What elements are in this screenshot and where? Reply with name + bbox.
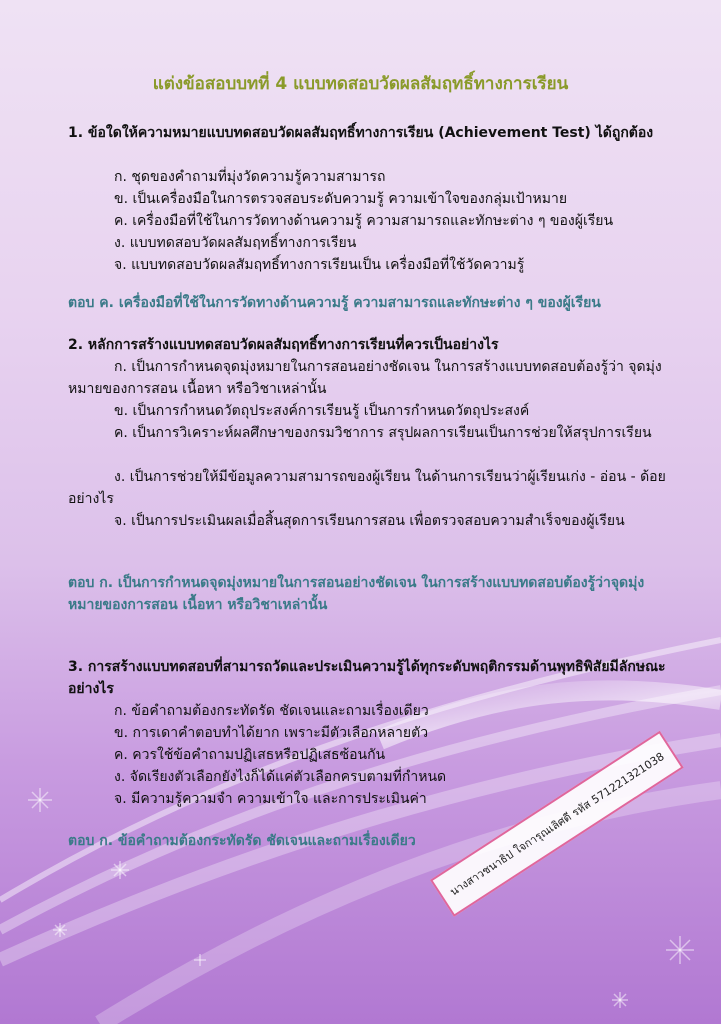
question-2-option-c: ค. เป็นการวิเคราะห์ผลศึกษาของกรมวิชาการ สรุปผลการเรียนเป็นการช่วยให้สรุปการเรียน [114, 425, 652, 441]
page-title: แต่งข้อสอบบทที่ 4 แบบทดสอบวัดผลสัมฤทธิ์ทางการเรียน [152, 74, 569, 94]
question-3-answer: ตอบ ก. ข้อคำถามต้องกระทัดรัด ชัดเจนและถามเรื่องเดียว [68, 833, 416, 849]
question-2-option-d: ง. เป็นการช่วยให้มีข้อมูลความสามารถของผู้เรียน ในด้านการเรียนว่าผู้เรียนเก่ง - อ่อน - ด้อย อย่างไร [68, 469, 666, 507]
question-2-option-e: จ. เป็นการประเมินผลเมื่อสิ้นสุดการเรียนการสอน เพื่อตรวจสอบความสำเร็จของผู้เรียน [114, 513, 625, 529]
question-1-answer: ตอบ ค. เครื่องมือที่ใช้ในการวัดทางด้านความรู้ ความสามารถและทักษะต่าง ๆ ของผู้เรียน [68, 295, 601, 311]
question-1-option-e: จ. แบบทดสอบวัดผลสัมฤทธิ์ทางการเรียนเป็น เครื่องมือที่ใช้วัดความรู้ [114, 257, 525, 273]
question-2-answer: ตอบ ก. เป็นการกำหนดจุดมุ่งหมายในการสอนอย่างชัดเจน ในการสร้างแบบทดสอบต้องรู้ว่าจุดมุ่งหมายของการสอน เนื้อหา หรือวิชาเหล่านั้น [68, 575, 645, 613]
question-1-option-b: ข. เป็นเครื่องมือในการตรวจสอบระดับความรู้ ความเข้าใจของกลุ่มเป้าหมาย [114, 191, 568, 207]
question-3-option-c: ค. ควรใช้ข้อคำถามปฏิเสธหรือปฏิเสธซ้อนกัน [114, 747, 386, 763]
question-1-option-c: ค. เครื่องมือที่ใช้ในการวัดทางด้านความรู้ ความสามารถและทักษะต่าง ๆ ของผู้เรียน [114, 213, 614, 229]
question-3: 3. การสร้างแบบทดสอบที่สามารถวัดและประเมินความรู้ได้ทุกระดับพฤติกรรมด้านพุทธิพิสัยมีลักษณะอย่างไร [68, 659, 666, 697]
question-3-option-a: ก. ข้อคำถามต้องกระทัดรัด ชัดเจนและถามเรื่องเดียว [114, 703, 429, 719]
question-1-option-d: ง. แบบทดสอบวัดผลสัมฤทธิ์ทางการเรียน [114, 235, 357, 251]
question-2-option-b: ข. เป็นการกำหนดวัตถุประสงค์การเรียนรู้ เป็นการกำหนดวัตถุประสงค์ [114, 403, 530, 419]
question-3-option-d: ง. จัดเรียงตัวเลือกยังไงก็ได้แค่ตัวเลือกครบตามที่กำหนด [114, 769, 447, 785]
question-3-option-b: ข. การเดาคำตอบทำได้ยาก เพราะมีตัวเลือกหลายตัว [114, 725, 429, 741]
question-2: 2. หลักการสร้างแบบทดสอบวัดผลสัมฤทธิ์ทางการเรียนที่ควรเป็นอย่างไร [68, 337, 499, 353]
question-1: 1. ข้อใดให้ความหมายแบบทดสอบวัดผลสัมฤทธิ์ทางการเรียน (Achievement Test) ได้ถูกต้อง [68, 125, 654, 141]
author-name-label: นางสาวชนาธิป ใจการุณเลิศดี รหัส 571221321038 [430, 731, 684, 917]
question-1-option-a: ก. ชุดของคำถามที่มุ่งวัดความรู้ความสามารถ [114, 169, 386, 185]
question-2-option-a: ก. เป็นการกำหนดจุดมุ่งหมายในการสอนอย่างชัดเจน ในการสร้างแบบทดสอบต้องรู้ว่า จุดมุ่งหมายของการสอน เนื้อหา หรือวิชาเหล่านั้น [68, 359, 662, 397]
question-3-option-e: จ. มีความรู้ความจำ ความเข้าใจ และการประเมินค่า [114, 791, 427, 807]
